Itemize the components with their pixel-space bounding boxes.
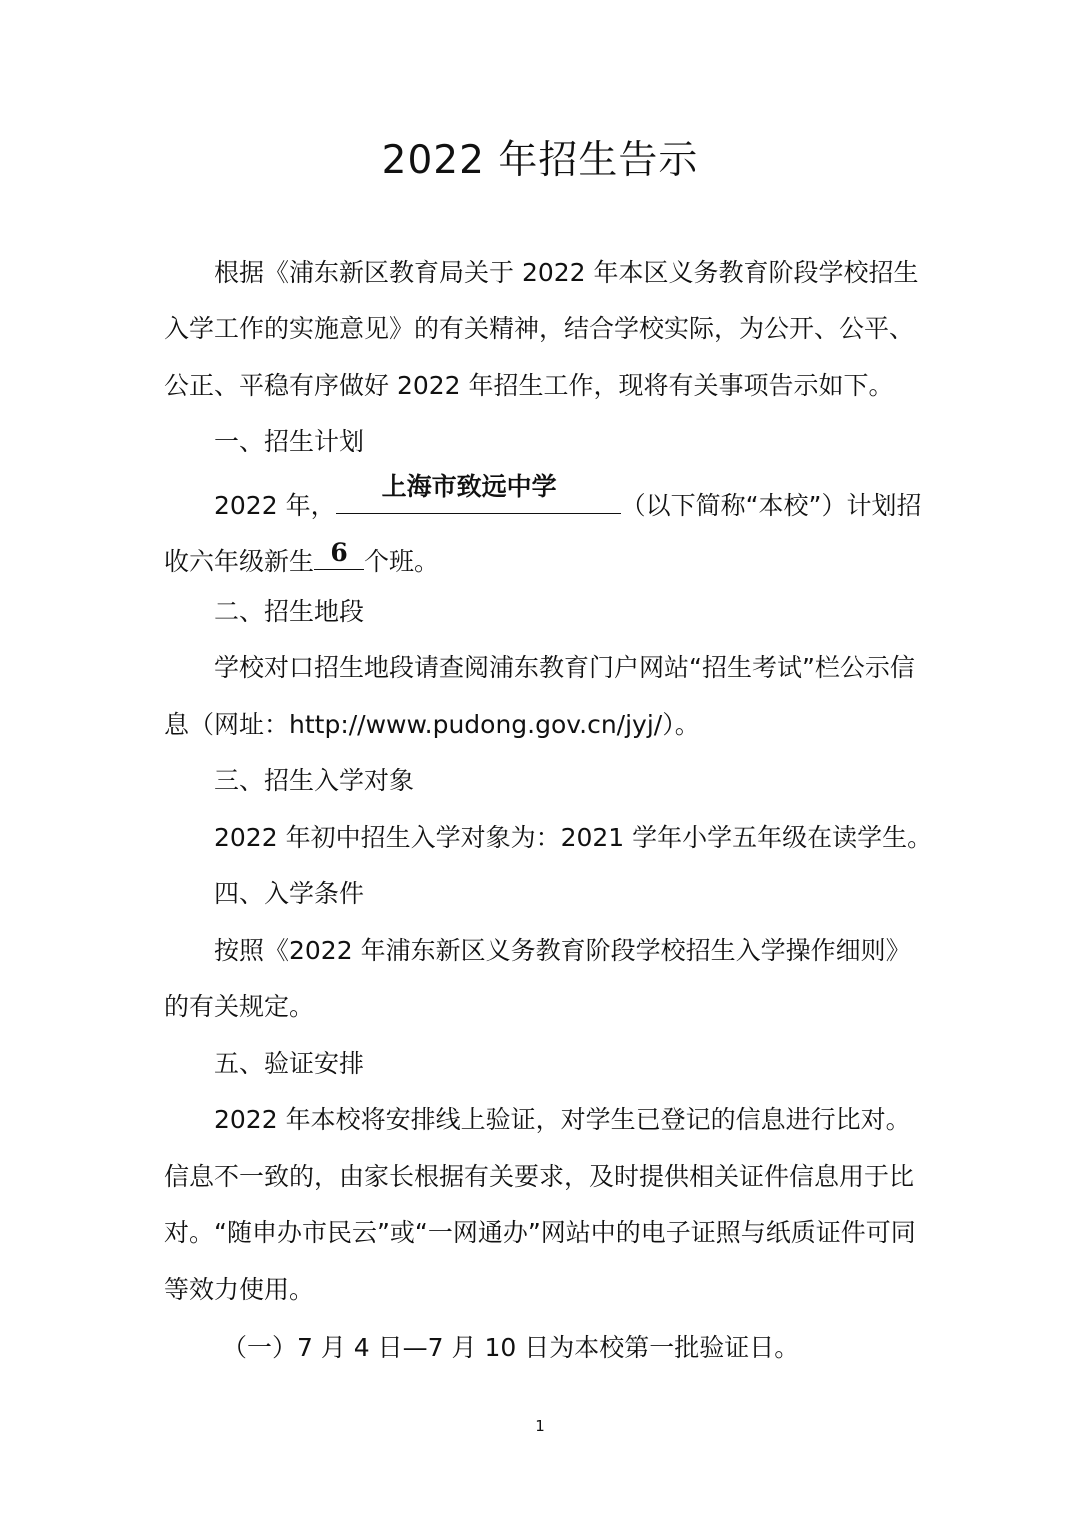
section1-line2-prefix: 收六年级新生 bbox=[164, 547, 315, 576]
intro-line-2: 入学工作的实施意见》的有关精神，结合学校实际，为公开、公平、 bbox=[164, 314, 915, 343]
intro-line-1: 根据《浦东新区教育局关于 2022 年本区义务教育阶段学校招生 bbox=[214, 258, 919, 287]
section2-line-1: 学校对口招生地段请查阅浦东教育门户网站“招生考试”栏公示信 bbox=[214, 653, 915, 682]
section5-line-3: 对。“随申办市民云”或“一网通办”网站中的电子证照与纸质证件可同 bbox=[164, 1218, 916, 1247]
section2-heading: 二、招生地段 bbox=[214, 597, 365, 626]
page-number: 1 bbox=[535, 1417, 545, 1435]
section4-heading: 四、入学条件 bbox=[214, 879, 365, 908]
section1-line-1 bbox=[214, 472, 924, 526]
section1-line1-suffix: （以下简称“本校”）计划招 bbox=[620, 491, 922, 520]
section2-line-2: 息（网址：http://www.pudong.gov.cn/jyj/）。 bbox=[164, 710, 700, 739]
section1-heading: 一、招生计划 bbox=[214, 427, 365, 456]
document-title: 2022 年招生告示 bbox=[381, 138, 699, 183]
class-count-blank bbox=[314, 535, 364, 570]
section5-item-1: （一）7 月 4 日—7 月 10 日为本校第一批验证日。 bbox=[222, 1333, 800, 1362]
section5-line-4: 等效力使用。 bbox=[164, 1275, 315, 1304]
section5-heading: 五、验证安排 bbox=[214, 1049, 365, 1078]
school-name-blank bbox=[336, 472, 621, 514]
section4-line-2: 的有关规定。 bbox=[164, 992, 315, 1021]
intro-line-3: 公正、平稳有序做好 2022 年招生工作，现将有关事项告示如下。 bbox=[164, 371, 894, 400]
section5-line-1: 2022 年本校将安排线上验证，对学生已登记的信息进行比对。 bbox=[214, 1105, 911, 1134]
section1-line1-prefix: 2022 年， bbox=[214, 491, 336, 520]
section4-line-1: 按照《2022 年浦东新区义务教育阶段学校招生入学操作细则》 bbox=[214, 936, 911, 965]
section1-line2-suffix: 个班。 bbox=[364, 547, 440, 576]
section1-line-2 bbox=[164, 535, 924, 582]
class-count: 6 bbox=[330, 538, 348, 567]
section5-line-2: 信息不一致的，由家长根据有关要求，及时提供相关证件信息用于比 bbox=[164, 1162, 915, 1191]
school-name: 上海市致远中学 bbox=[381, 472, 557, 501]
section3-heading: 三、招生入学对象 bbox=[214, 766, 415, 795]
section3-text: 2022 年初中招生入学对象为：2021 学年小学五年级在读学生。 bbox=[214, 823, 933, 852]
